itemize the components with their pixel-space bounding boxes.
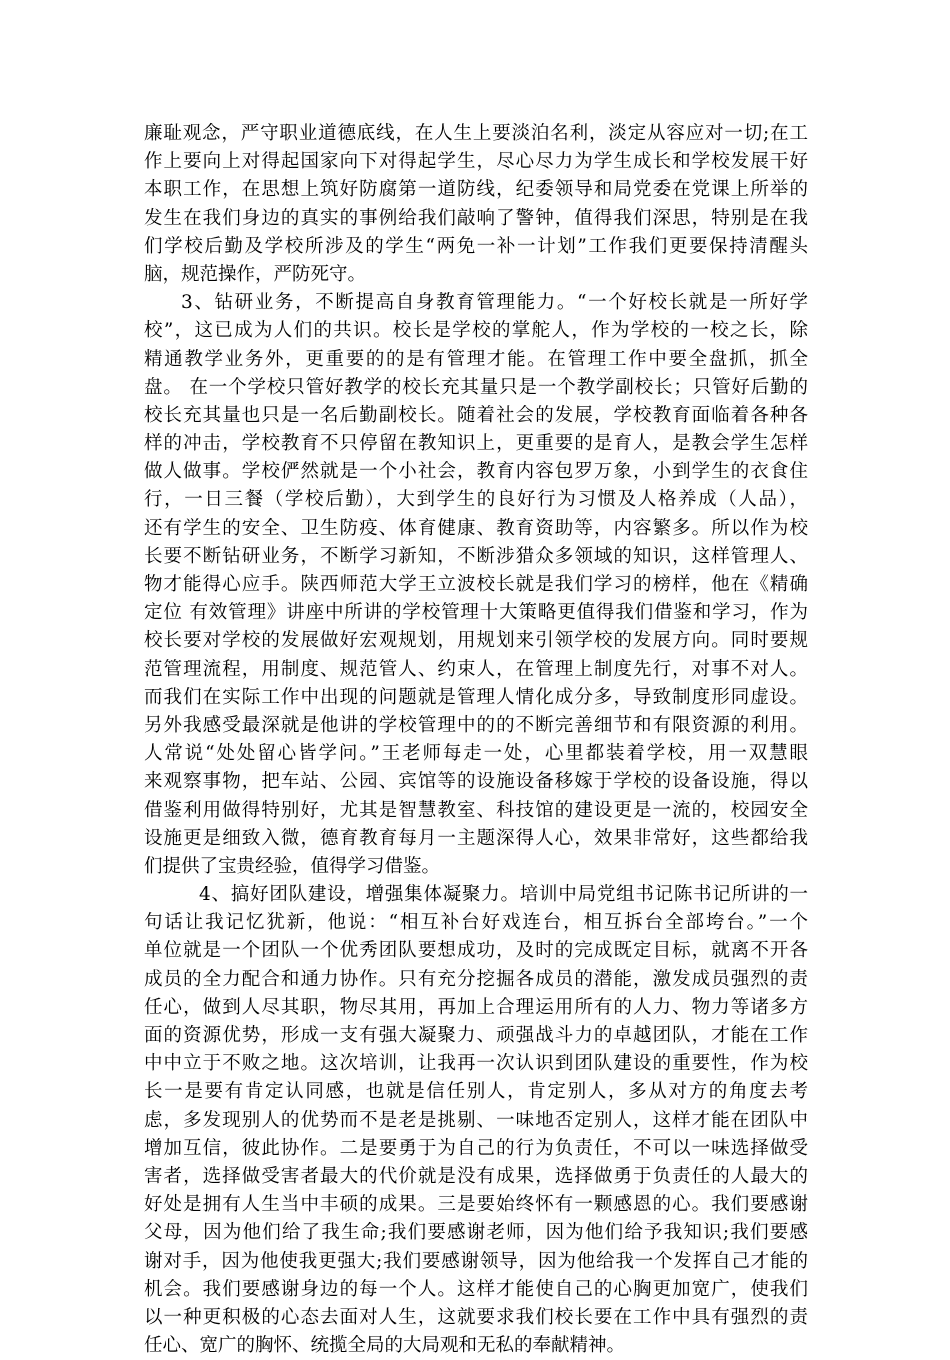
text-line: 定位 有效管理》讲座中所讲的学校管理十大策略更值得我们借鉴和学习，作为: [144, 602, 808, 624]
text-line: 长要不断钻研业务，不断学习新知，不断涉猎众多领域的知识，这样管理人、: [144, 545, 808, 567]
text-line: 任心、宽广的胸怀、统揽全局的大局观和无私的奉献精神。: [144, 1335, 626, 1357]
text-line: 作上要向上对得起国家向下对得起学生，尽心尽力为学生成长和学校发展干好: [144, 151, 808, 173]
text-line: 单位就是一个团队一个优秀团队要想成功，及时的完成既定目标，就离不开各: [144, 940, 808, 962]
text-line: 校长充其量也只是一名后勤副校长。随着社会的发展，学校教育面临着各种各: [144, 404, 808, 426]
text-line: 做人做事。学校俨然就是一个小社会，教育内容包罗万象，小到学生的衣食住: [144, 461, 808, 483]
text-line: 面的资源优势，形成一支有强大凝聚力、顽强战斗力的卓越团队，才能在工作: [144, 1025, 808, 1046]
text-line: 们提供了宝贵经验，值得学习借鉴。: [144, 855, 441, 877]
section-heading-4: 4、搞好团队建设，增强集体凝聚力。培训中局党组书记陈书记所讲的一: [199, 884, 808, 906]
text-line: 中中立于不败之地。这次培训，让我再一次认识到团队建设的重要性，作为校: [144, 1053, 808, 1075]
text-line: 借鉴利用做得特别好，尤其是智慧教室、科技馆的建设更是一流的，校园安全: [144, 799, 808, 821]
text-line: 长一是要有肯定认同感，也就是信任别人，肯定别人，多从对方的角度去考: [144, 1081, 808, 1103]
text-line: 父母，因为他们给了我生命;我们要感谢老师，因为他们给予我知识;我们要感: [144, 1222, 808, 1244]
text-line: 物才能得心应手。陕西师范大学王立波校长就是我们学习的榜样，他在《精确: [144, 574, 808, 595]
text-line: 行，一日三餐（学校后勤），大到学生的良好行为习惯及人格养成（人品），: [144, 489, 808, 511]
text-line: 谢对手，因为他使我更强大;我们要感谢领导，因为他给我一个发挥自己才能的: [144, 1250, 808, 1272]
text-line: 校长要对学校的发展做好宏观规划，用规划来引领学校的发展方向。同时要规: [144, 630, 808, 652]
text-line: 而我们在实际工作中出现的问题就是管理人情化成分多，导致制度形同虚设。: [144, 686, 808, 708]
text-line: 盘。 在一个学校只管好教学的校长充其量只是一个教学副校长；只管好后勤的: [144, 376, 808, 398]
text-line: 害者，选择做受害者最大的代价就是没有成果，选择做勇于负责任的人最大的: [144, 1165, 808, 1187]
text-line: 校”，这已成为人们的共识。校长是学校的掌舵人，作为学校的一校之长，除: [144, 320, 808, 342]
text-line: 人常说“处处留心皆学问。”王老师每走一处，心里都装着学校，用一双慧眼: [144, 743, 808, 765]
text-line: 还有学生的安全、卫生防疫、体育健康、教育资助等，内容繁多。所以作为校: [144, 517, 808, 539]
text-line: 成员的全力配合和通力协作。只有充分挖掘各成员的潜能，激发成员强烈的责: [144, 968, 808, 990]
text-line: 增加互信，彼此协作。二是要勇于为自己的行为负责任，不可以一味选择做受: [144, 1137, 808, 1159]
text-line: 句话让我记忆犹新，他说：“相互补台好戏连台，相互拆台全部垮台。”一个: [144, 912, 808, 934]
text-line: 们学校后勤及学校所涉及的学生“两免一补一计划”工作我们更要保持清醒头: [144, 235, 808, 257]
text-line: 好处是拥有人生当中丰硕的成果。三是要始终怀有一颗感恩的心。我们要感谢: [144, 1194, 808, 1216]
text-line: 发生在我们身边的真实的事例给我们敲响了警钟，值得我们深思，特别是在我: [144, 207, 808, 229]
section-heading-3: 3、钻研业务，不断提高自身教育管理能力。“一个好校长就是一所好学: [181, 292, 808, 314]
text-line: 任心，做到人尽其职，物尽其用，再加上合理运用所有的人力、物力等诸多方: [144, 996, 808, 1018]
text-line: 来观察事物，把车站、公园、宾馆等的设施设备移嫁于学校的设备设施，得以: [144, 771, 808, 793]
text-line: 本职工作，在思想上筑好防腐第一道防线，纪委领导和局党委在党课上所举的: [144, 179, 808, 201]
body-text: [144, 120, 808, 1360]
text-line: 另外我感受最深就是他讲的学校管理中的的不断完善细节和有限资源的利用。: [144, 714, 808, 736]
text-line: 机会。我们要感谢身边的每一个人。这样才能使自己的心胸更加宽广，使我们: [144, 1278, 808, 1300]
text-line: 精通教学业务外，更重要的的是有管理才能。在管理工作中要全盘抓，抓全: [144, 348, 808, 370]
text-line: 样的冲击，学校教育不只停留在教知识上，更重要的是育人，是教会学生怎样: [144, 433, 808, 455]
text-line: 以一种更积极的心态去面对人生，这就要求我们校长要在工作中具有强烈的责: [144, 1306, 808, 1328]
text-line: 范管理流程，用制度、规范管人、约束人，在管理上制度先行，对事不对人。: [144, 658, 808, 680]
text-line: 设施更是细致入微，德育教育每月一主题深得人心，效果非常好，这些都给我: [144, 827, 808, 849]
text-line: 脑，规范操作，严防死守。: [144, 263, 367, 285]
text-line: 廉耻观念，严守职业道德底线，在人生上要淡泊名利，淡定从容应对一切;在工: [144, 123, 808, 144]
text-line: 虑，多发现别人的优势而不是老是挑剔、一味地否定别人，这样才能在团队中: [144, 1109, 808, 1131]
